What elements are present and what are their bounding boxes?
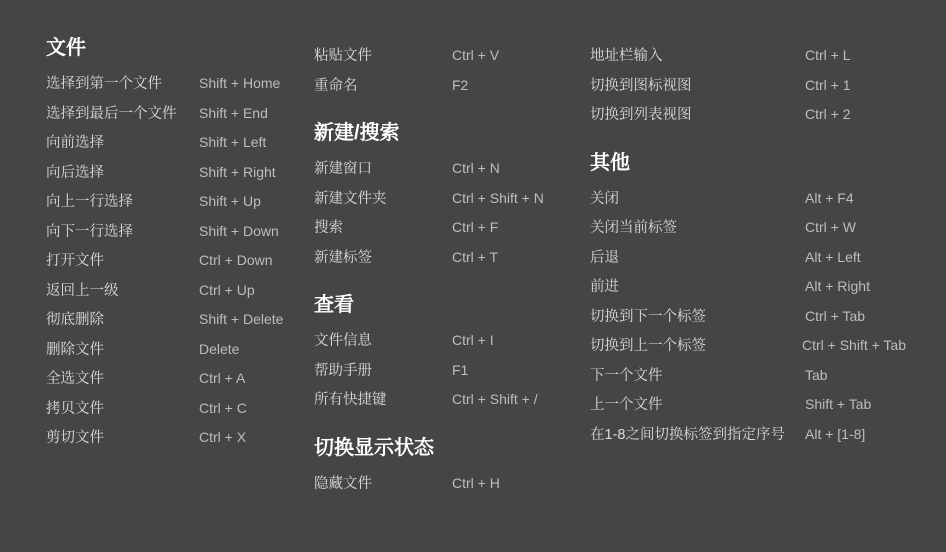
- shortcut-name: 新建窗口: [314, 161, 372, 177]
- shortcut-name: 新建文件夹: [314, 190, 387, 207]
- shortcut-keys: Ctrl + Shift + Tab: [801, 337, 906, 353]
- shortcut-row: [314, 472, 590, 502]
- shortcut-group-other: [590, 151, 906, 453]
- shortcut-keys: Ctrl + W: [805, 219, 856, 235]
- shortcut-group-files-cont: [314, 36, 590, 103]
- group-title: 其他: [590, 151, 630, 174]
- shortcut-name: 向上一行选择: [46, 194, 133, 210]
- shortcut-keys: Shift + Left: [199, 134, 267, 150]
- shortcut-row: [590, 275, 906, 305]
- shortcut-keys: Shift + Down: [199, 222, 279, 239]
- shortcut-keys: Ctrl + Tab: [805, 307, 866, 324]
- shortcut-group-new-search: [314, 121, 590, 275]
- shortcut-row: [46, 72, 314, 102]
- shortcut-row: [590, 216, 906, 246]
- shortcut-keys: Ctrl + T: [452, 248, 499, 265]
- shortcut-row: [46, 161, 314, 191]
- shortcut-row: [590, 364, 906, 394]
- shortcut-keys: Ctrl + 2: [805, 106, 851, 122]
- shortcut-row: [590, 187, 906, 217]
- shortcut-keys: Alt + [1-8]: [805, 425, 866, 442]
- shortcut-keys: Alt + F4: [805, 189, 854, 206]
- shortcut-keys: Ctrl + Up: [199, 281, 255, 298]
- column-spacer: [314, 36, 590, 44]
- shortcut-keys: Ctrl + F: [452, 219, 499, 235]
- shortcut-row: [46, 426, 314, 456]
- shortcut-row: [46, 308, 314, 338]
- shortcut-keys: F1: [452, 361, 469, 378]
- shortcut-row: [46, 249, 314, 279]
- shortcut-row: [46, 397, 314, 427]
- group-title: 查看: [314, 294, 354, 316]
- shortcut-keys: Shift + Tab: [805, 396, 872, 412]
- shortcut-name: 关闭当前标签: [590, 220, 677, 236]
- shortcuts-column-3: [590, 36, 906, 452]
- shortcut-group-address-view: [590, 36, 906, 133]
- shortcut-row: [590, 305, 906, 335]
- shortcut-keys: F2: [452, 76, 469, 93]
- shortcut-name: 在1-8之间切换标签到指定序号: [590, 426, 785, 443]
- shortcut-row: [590, 393, 906, 423]
- shortcut-row: [46, 220, 314, 250]
- group-title: 切换显示状态: [314, 436, 434, 459]
- shortcut-name: 删除文件: [46, 341, 104, 358]
- shortcut-name: 关闭: [590, 190, 619, 207]
- shortcut-keys: Ctrl + I: [452, 332, 494, 348]
- shortcut-name: 搜索: [314, 220, 343, 236]
- shortcut-row: [314, 74, 590, 104]
- shortcut-row: [590, 423, 906, 453]
- shortcut-row: [314, 388, 590, 418]
- shortcut-name: 全选文件: [46, 371, 104, 387]
- shortcut-keys: Alt + Right: [805, 278, 870, 294]
- shortcut-group-toggle-display: [314, 436, 590, 502]
- shortcut-name: 新建标签: [314, 249, 372, 266]
- shortcut-row: [314, 246, 590, 276]
- shortcut-name: 向下一行选择: [46, 223, 133, 240]
- shortcut-row: [46, 338, 314, 368]
- shortcut-row: [590, 334, 906, 364]
- shortcut-keys: Alt + Left: [805, 248, 861, 265]
- shortcut-keys: Shift + Right: [199, 163, 276, 180]
- shortcut-name: 下一个文件: [590, 367, 663, 384]
- shortcut-row: [314, 216, 590, 246]
- shortcut-name: 后退: [590, 249, 619, 266]
- shortcut-name: 剪切文件: [46, 430, 104, 446]
- shortcut-keys: Delete: [199, 340, 240, 357]
- shortcut-row: [314, 329, 590, 359]
- shortcut-name: 拷贝文件: [46, 400, 104, 417]
- shortcut-name: 彻底删除: [46, 312, 104, 328]
- shortcut-name: 粘贴文件: [314, 48, 372, 64]
- shortcut-row: [46, 279, 314, 309]
- shortcut-keys: Ctrl + V: [452, 47, 500, 63]
- shortcut-keys: Tab: [805, 366, 828, 383]
- shortcut-name: 返回上一级: [46, 282, 119, 299]
- shortcut-keys: Ctrl + Shift + /: [452, 391, 538, 407]
- shortcut-keys: Shift + Delete: [199, 311, 284, 327]
- shortcut-keys: Ctrl + L: [805, 47, 851, 63]
- shortcut-name: 前进: [590, 279, 619, 295]
- shortcut-keys: Ctrl + C: [199, 399, 247, 416]
- group-title: 新建/搜索: [314, 122, 400, 144]
- column-spacer: [590, 36, 906, 44]
- shortcut-name: 所有快捷键: [314, 392, 387, 408]
- shortcut-name: 切换到下一个标签: [590, 308, 706, 325]
- shortcut-keys: Ctrl + H: [452, 474, 500, 491]
- shortcut-row: [46, 102, 314, 132]
- shortcut-name: 选择到第一个文件: [46, 76, 162, 92]
- shortcut-row: [590, 44, 906, 74]
- shortcut-row: [46, 367, 314, 397]
- shortcut-name: 打开文件: [46, 253, 104, 269]
- shortcut-keys: Ctrl + Shift + N: [452, 189, 544, 206]
- shortcut-keys: Shift + Home: [199, 75, 281, 91]
- shortcut-keys: Ctrl + A: [199, 370, 246, 386]
- shortcut-name: 选择到最后一个文件: [46, 105, 177, 122]
- shortcut-name: 上一个文件: [590, 397, 663, 413]
- shortcut-row: [46, 131, 314, 161]
- shortcut-keys: Shift + End: [199, 104, 268, 121]
- shortcut-name: 帮助手册: [314, 362, 372, 379]
- shortcut-row: [590, 103, 906, 133]
- shortcuts-column-1: [46, 36, 314, 456]
- shortcut-name: 切换到列表视图: [590, 107, 692, 123]
- shortcut-row: [314, 157, 590, 187]
- shortcut-name: 重命名: [314, 77, 358, 94]
- shortcut-name: 向后选择: [46, 164, 104, 181]
- shortcuts-column-2: [314, 36, 590, 501]
- shortcut-group-view: [314, 293, 590, 418]
- shortcut-row: [46, 190, 314, 220]
- shortcut-row: [314, 44, 590, 74]
- shortcut-name: 隐藏文件: [314, 475, 372, 492]
- shortcut-row: [590, 74, 906, 104]
- shortcut-keys: Ctrl + N: [452, 160, 500, 176]
- shortcut-name: 切换到上一个标签: [590, 338, 706, 354]
- shortcut-group-files: [46, 36, 314, 456]
- shortcut-name: 切换到图标视图: [590, 77, 692, 94]
- shortcut-name: 向前选择: [46, 135, 104, 151]
- shortcut-row: [314, 359, 590, 389]
- shortcut-row: [314, 187, 590, 217]
- shortcut-name: 文件信息: [314, 333, 372, 349]
- shortcut-keys: Shift + Up: [199, 193, 261, 209]
- shortcut-keys: Ctrl + 1: [805, 76, 851, 93]
- shortcut-keys: Ctrl + Down: [199, 252, 273, 268]
- group-title: 文件: [46, 37, 86, 59]
- shortcut-name: 地址栏输入: [590, 48, 663, 64]
- shortcut-row: [590, 246, 906, 276]
- shortcut-keys: Ctrl + X: [199, 429, 247, 445]
